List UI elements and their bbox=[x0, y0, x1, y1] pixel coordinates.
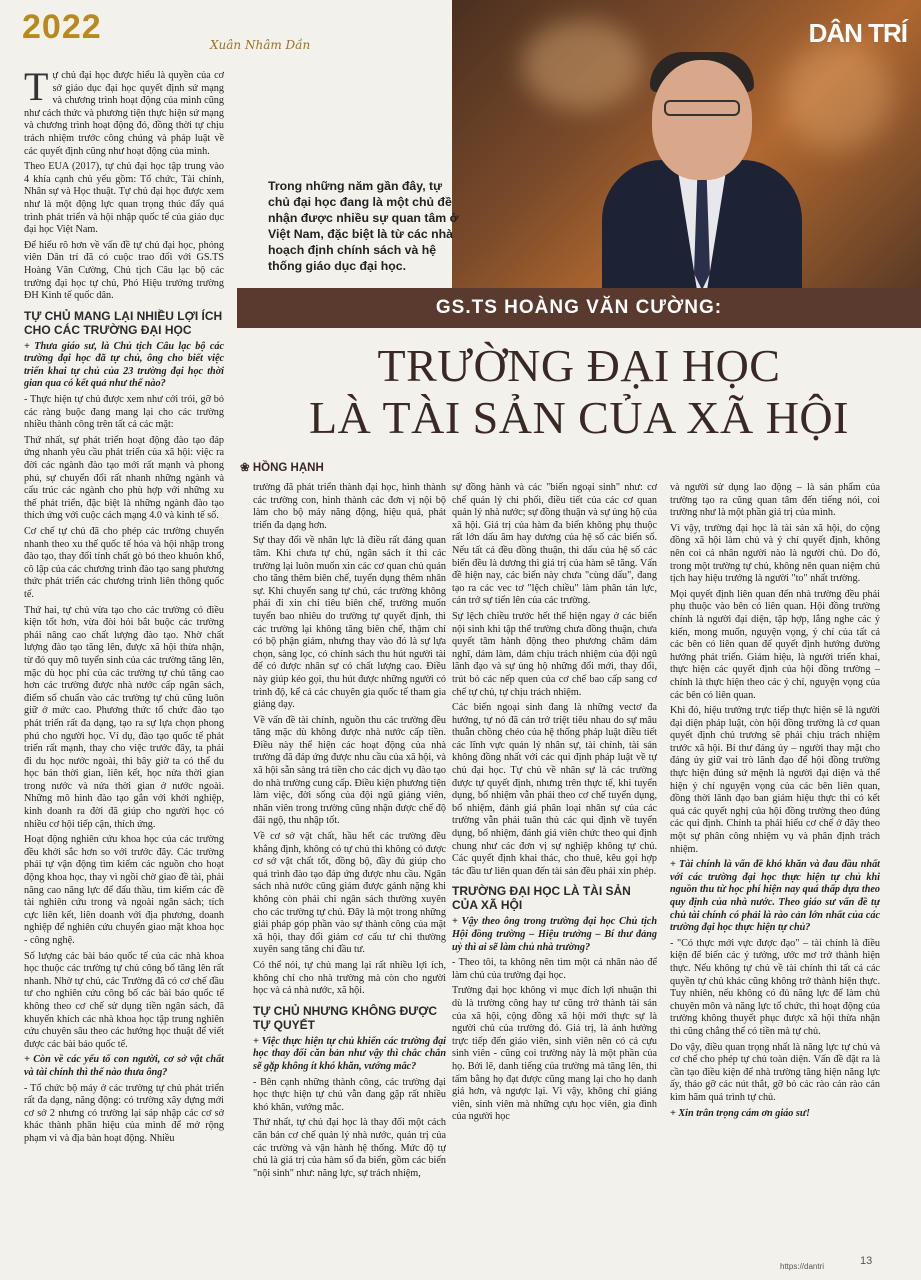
column-3 bbox=[452, 482, 657, 1255]
closing-line: + Xin trân trọng cám ơn giáo sư! bbox=[670, 1107, 810, 1119]
question: + Thưa giáo sư, là Chủ tịch Câu lạc bộ các trường đại học đã tự chủ, ông cho biết việc triển khai tự chủ của 23 trường đại học thời gian qua có kết quả như thế nào? bbox=[24, 340, 224, 390]
paragraph: Sự lệch chiều trước hết thể hiện ngay ở các biến nội sinh khi tập thể trường chưa đồng thuận, chưa quyết tâm hành động theo phương châm dám nghĩ, dám làm, dám chịu trách nhiệm của đội ngũ lãnh đạo và sự ủng hộ những đổi mới, thay đổi, trút bỏ các nếp quen của cơ chế bao cấp sang cơ chế tự chủ, tự chịu trách nhiệm. bbox=[452, 610, 657, 698]
paragraph: Có thể nói, tự chủ mang lại rất nhiều lợi ích, không chỉ cho nhà trường mà còn cho người học và cả nhà nước, xã hội. bbox=[253, 959, 446, 997]
issue-year: 2022 bbox=[22, 8, 102, 46]
paragraph: Do vậy, điều quan trọng nhất là năng lực tự chủ và cơ chế cho phép tự chủ toàn diện. Vấn đề đặt ra là cần tạo điều kiện để nhà trường tăng hiện năng lực ấy, tháo gỡ các nút thắt, gỡ bỏ các rào cản rào cản kìm hãm quá trình tự chủ. bbox=[670, 1041, 880, 1103]
issue-subtitle: Xuân Nhâm Dần bbox=[210, 38, 311, 52]
headline-line-1: TRƯỜNG ĐẠI HỌC bbox=[377, 340, 781, 391]
section-heading: TỰ CHỦ NHƯNG KHÔNG ĐƯỢC TỰ QUYẾT bbox=[253, 1003, 438, 1032]
drop-cap: T bbox=[24, 70, 49, 109]
paragraph: sự đồng hành và các "biến ngoại sinh" như: cơ chế quản lý chi phối, điều tiết của các cơ quan quản lý nhà nước; sự đồng thuận và sự ủng hộ của xã hội. Giá trị của hàm đa biến không phụ thuộc rất lớn dấu âm hay dương của hệ số các biến số. Nếu tất cả đều đồng thuận, thì dấu của hệ số các biến đều là dương thì giá trị của hàm sẽ tăng. Vấn đề hiện nay, các biến này chưa "cùng dấu", đang tạo ra các vec tơ "lệch chiều" làm phân tán lực, cản trở sự tiến lên của các trường. bbox=[452, 482, 657, 607]
section-heading: TỰ CHỦ MANG LẠI NHIỀU LỢI ÍCH CHO CÁC TRƯỜNG ĐẠI HỌC bbox=[24, 308, 223, 337]
paragraph: Theo EUA (2017), tự chủ đại học tập trung vào 4 khía cạnh chủ yếu gồm: Tổ chức, Tài chính, Nhân sự và Học thuật. Tự chủ đại học được xem như là một động lực quan trọng thúc đẩy quá trình phát triển và hội nhập quốc tế của giáo dục đại học Việt Nam. bbox=[24, 161, 224, 236]
headline-line-2: LÀ TÀI SẢN CỦA XÃ HỘI bbox=[309, 392, 849, 443]
paragraph: - Bên cạnh những thành công, các trường đại học thực hiện tự chủ vẫn đang gặp rất nhiều khó khăn, vướng mắc. bbox=[253, 1076, 446, 1113]
section-heading: TRƯỜNG ĐẠI HỌC LÀ TÀI SẢN CỦA XÃ HỘI bbox=[452, 884, 631, 913]
paragraph: - "Có thực mới vực được đạo" – tài chính là điều kiện để biến các ý tưởng, ước mơ trở thành hiện thực. Nếu không tự chủ về tài chính thì tất cả các quyền tự chủ khác cũng không trở thành hiện thực. Tuy nhiên, nếu không có đủ năng lực để làm chủ chuyên môn và năng lực tổ chức, thì hoạt động của trường không thuyết phục được xã hội thừa nhận thì cũng chẳng thể có tiền mà tự chủ. bbox=[670, 937, 880, 1037]
paragraph: Mọi quyết định liên quan đến nhà trường đều phải phụ thuộc vào bên có liên quan. Hội đồng trường chính là người đại diện, tập hợp, lắng nghe các ý kiến, mong muốn, nguyện vọng, ý chí của tất cả các bên có liên quan để quyết định hướng đường hướng phát triển. Giám hiệu, là người triển khai, thực hiện các quyết định của hội đồng trường – chính là thực hiện theo các ý chí, nguyện vọng của các bên có liên quan. bbox=[670, 588, 880, 701]
page-number: 13 bbox=[860, 1255, 873, 1267]
paragraph: Về cơ sở vật chất, hầu hết các trường đều khẳng định, không có tự chủ thì không có được cơ sở vật chất tốt, đồng bộ, đầy đủ giúp cho quá trình đào tạo đáp ứng được nhu cầu. Ngân sách nhà nước cũng giảm được gánh nặng khi không còn phải chi ngân sách thường xuyên cho các trường tự chủ. Đây là một trong những giải pháp góp phần vào sự thành công của mặt xã hội, thay đổi giảm cơ cấu tư chi thường xuyên sang tăng chi đầu tư. bbox=[253, 831, 446, 956]
byline: ❀ HỒNG HẠNH bbox=[240, 462, 324, 474]
paragraph: Số lượng các bài báo quốc tế của các nhà khoa học thuộc các trường tự chủ công bố tăng lên rất nhanh. Nhờ tự chủ, các Trường đã có cơ chế đầu tư cho nghiên cứu công bố các bài báo quốc tế không theo cơ chế sử dụng tiền ngân sách, đã khuyến khích các nhà khoa học tập trung nghiên cứu chuyên sâu theo các hướng học thuật để viết được các bài báo quốc tế. bbox=[24, 950, 224, 1050]
paragraph-text: ự chủ đại học được hiểu là quyền của cơ sở giáo dục đại học quyết định sứ mạng và chương trình hoạt động của mình cũng như cách thức và phương tiện thực hiện sứ mạng và chương trình hoạt động đó, đồng thời tự chịu trách nhiệm trước công chúng và pháp luật về các quyết định cũng như hoạt động của mình. bbox=[24, 70, 224, 157]
paragraph: - Tổ chức bộ máy ở các trường tự chủ phát triển rất đa dạng, năng động: có trường xây dựng mới cơ sở 2 nhưng có trường lại sáp nhập các cơ sở khác thành phân hiệu của mình để mở rộng phạm vi và địa bàn hoạt động. Nhiều bbox=[24, 1082, 224, 1144]
background-light bbox=[522, 20, 642, 110]
question: + Còn về các yếu tố con người, cơ sở vật chất và tài chính thì thế nào thưa ông? bbox=[24, 1054, 224, 1078]
paragraph: Thứ nhất, tự chủ đại học là thay đổi một cách căn bản cơ chế quản lý nhà nước, quản trị của các trường và vận hành hệ thống. Mức độ tự chủ là giá trị của hàm số đa biến, gồm các biến "nội sinh" như: năng lực, sự trách nhiệm, bbox=[253, 1117, 446, 1179]
paragraph: và người sử dụng lao động – là sản phẩm của trường tạo ra cũng quan tâm đến tiếng nói, coi trường như là một phần giá trị của mình. bbox=[670, 482, 880, 519]
question: + Vậy theo ông trong trường đại học Chủ tịch Hội đồng trường – Hiệu trưởng – Bí thư đảng uỷ thì ai sẽ làm chủ nhà trường? bbox=[452, 916, 657, 953]
paragraph: Sự thay đổi về nhân lực là điều rất đáng quan tâm. Khi chưa tự chủ, ngân sách ít thì các trường lại luôn muốn xin các cơ quan chủ quản cho tăng thêm biên chế, tuyển dụng thêm nhân sự. Khi chuyển sang tự chủ, các trường không phải đi xin chỉ tiêu biên chế, trường muốn tuyển bao nhiêu do trường tự quyết định, thì các trường lại không tăng biên chế, thậm chí có bộ phận giảm, nhưng thay vào đó là sự lựa chọn, sàng lọc, có chính sách thu hút người tài để có được nhân sự có chất lượng cao. Điều này giúp kéo gọi, thu hút được những người có trình độ, kể cả các chuyên gia quốc tế tham gia giảng dạy. bbox=[253, 535, 446, 711]
paragraph: Cơ chế tự chủ đã cho phép các trường chuyển nhanh theo xu thế quốc tế hóa và hội nhập trong đào tạo, thay đổi tính chất gò bó theo khuôn khổ, cô lập của các chương trình đào tạo sang phương thức phát triển các chương trình liên thông quốc tế. bbox=[24, 526, 224, 600]
lead-paragraph bbox=[24, 70, 224, 158]
column-4 bbox=[670, 482, 880, 1255]
footer-url: https://dantri bbox=[780, 1262, 825, 1271]
face-shape bbox=[652, 60, 752, 180]
paragraph: Khi đó, hiệu trưởng trực tiếp thực hiện sẽ là người đại diện pháp luật, còn hội đồng trường là cơ quan quyết định chủ trương sẽ phải chịu trách nhiệm trước xã hội. Bí thư đảng ủy – người thay mặt cho đảng ủy giữ vai trò lãnh đạo để hội đồng trường thực hiện đúng sứ mệnh là người đại diện và thể hiện ý chí nguyện vọng của các bên liên quan, đồng thời lãnh đạo ban giám hiệu thực thi có kết quả các quyết nghị của hội đồng trường theo đúng các qui định. Chính ta phải hiểu cơ chế ở đây theo một sự phân công nhiệm vụ và phân định trách nhiệm. bbox=[670, 705, 880, 855]
paragraph: Trường đại học không vì mục đích lợi nhuận thì dù là trường công hay tư cũng trở thành tài sản của xã hội, cộng đồng xã hội mới thực sự là người chủ của trường đó. Giá trị, là ảnh hưởng trực tiếp đến giáo viên, sinh viên nên có cả cựu sinh viên - cũng coi trường này là một phần của họ. Bởi lẽ, danh tiếng của trường mà tăng lên, thì tấm bằng họ đạt được cũng mang lại cho họ danh giá hơn, và ngược lại. Vì vậy, không chỉ giảng viên, sinh viên mà những cựu học viên, gia đình của người học bbox=[452, 985, 657, 1123]
column-2 bbox=[253, 482, 446, 1255]
paragraph: trường đã phát triển thành đại học, hình thành các trường con, hình thành các đơn vị nội bộ làm cho bộ máy năng động, hiệu quả, phát triển đa dạng hơn. bbox=[253, 482, 446, 531]
paragraph: Về vấn đề tài chính, nguồn thu các trường đều tăng mặc dù không được nhà nước cấp tiền. Điều này thể hiện các hoạt động của nhà trường đã đáp ứng được nhu cầu của xã hội, và xã hội sẵn sàng trả tiền cho các dịch vụ đào tạo do nhà trường cung cấp. Điều kiện phương tiện làm việc, đời sống của đội ngũ giảng viên, nhân viên trong trường cũng nhận được chế độ đãi ngộ, thu nhập tốt. bbox=[253, 714, 446, 827]
interviewee-name: GS.TS HOÀNG VĂN CƯỜNG: bbox=[435, 297, 723, 318]
paragraph: Hoạt động nghiên cứu khoa học của các trường đều khởi sắc hơn so với trước đây. Các trường phải tự vận động tìm kiếm các nguồn cho hoạt động khoa học, thay vì ngồi chờ giao đề tài, phải năng cao năng lực để đấu thầu, tìm kiếm các đề tài nghiên cứu trong và ngoài ngân sách; tích cực liên kết, liên doanh với địa phương, doanh nghiệp để nghiên cứu chuyển giao mặt khoa học - công nghệ. bbox=[24, 834, 224, 946]
question: + Tài chính là vấn đề khó khăn và đau đầu nhất với các trường đại học thực hiện tự chủ khi nguồn thu từ học phí hiện nay quá thấp dựa theo quy định của nhà nước. Theo giáo sư vấn đề tự chủ tài chính có phải là rào cản lớn nhất của các trường đại học thực hiện tự chủ? bbox=[670, 859, 880, 934]
background-light bbox=[782, 40, 892, 150]
paragraph: Vì vậy, trường đại học là tài sản xã hội, do cộng đồng xã hội làm chủ và ý chí quyết định, không nên coi cá nhân người nào là người chủ. Do đó, trong một trường tự chủ, không nên quan niệm chủ tịch hay hiệu trưởng là người "to" nhất trường. bbox=[670, 522, 880, 585]
paragraph: Để hiểu rõ hơn về vấn đề tự chủ đại học, phóng viên Dân trí đã có cuộc trao đổi với GS.TS Hoàng Văn Cường, Chủ tịch Câu lạc bộ các trường đại học tự chủ, Phó Hiệu trưởng trường ĐH Kinh tế quốc dân. bbox=[24, 239, 224, 302]
headline bbox=[237, 340, 921, 444]
publication-logo: DÂN TRÍ bbox=[808, 18, 907, 48]
glasses-icon bbox=[664, 100, 740, 116]
paragraph: Thứ hai, tự chủ vừa tạo cho các trường có điều kiện tốt hơn, vừa đòi hỏi bắt buộc các trường phải nâng cao chất lượng đào tạo. Nhờ chất lượng đào tạo tăng lên, được xã hội thừa nhận, từ đó quy mô tuyển sinh của các trường tăng lên, mặc dù học phí của các trường tự chủ tăng cao hơn các trường được nhà nước cấp ngân sách, điểm số chuẩn vào các trường tự chủ cũng luôn giữ ở mức cao. Phương thức tổ chức đào tạo phát triển rất đa dạng, tạo ra sự lựa chọn phong phú cho người học. Ví dụ, đào tạo quốc tế phát triển rất mạnh, thay cho việc trước đây, ta phải đi du học nước ngoài, thì bây giờ ta có thể du học bán thời gian, liên kết, học nửa thời gian trong nước và nửa thời gian ở nước ngoài. Những mô hình đào tạo gắn với khởi nghiệp, kinh doanh ra đời đã giúp cho người học có nhiều cơ hội tiếp cận, thích ứng. bbox=[24, 604, 224, 830]
paragraph: - Theo tôi, ta không nên tìm một cá nhân nào để làm chủ của trường đại học. bbox=[452, 957, 657, 981]
paragraph: - Thực hiện tự chủ được xem như cởi trói, gỡ bỏ các ràng buộc đang mang lại cho các trường nhiều thành công trên tất cả các mặt: bbox=[24, 394, 224, 431]
paragraph: Thứ nhất, sự phát triển hoạt động đào tạo đáp ứng nhanh yêu cầu phát triển của xã hội: việc ra đời các ngành đào tạo mới rất mạnh và phong phú, sự chuyển đổi rất nhanh những ngành và cấu trúc các ngành cho phù hợp với những xu thế phát triển, đặc biệt là những ngành đào tạo thích ứng với cuộc cách mạng 4.0 và kinh tế số. bbox=[24, 434, 224, 522]
interviewee-band bbox=[237, 288, 921, 328]
intro-quote: Trong những năm gần đây, tự chủ đại học đang là một chủ đề nhận được nhiều sự quan tâm ở Việt Nam, đặc biệt là từ các nhà hoạch định chính sách và hệ thống giáo dục đại học. bbox=[268, 179, 459, 273]
column-1 bbox=[24, 70, 224, 1255]
paragraph: Các biến ngoại sinh đang là những vectơ đa hướng, tự nó đã cản trở triệt tiêu nhau do sự mâu thuẫn chồng chéo của hệ thống pháp luật điều tiết các lĩnh vực quản lý nhân sự, tài chính, tài sản không đồng nhất với các qui định pháp luật về tự chủ đại học. Tự chủ về nhân sự là các trường được tự quyết định, nhưng trên thực tế, khi tuyển dụng, bổ nhiệm vẫn phải theo cơ chế tuyển dụng, bổ nhiệm, đánh giá phân loại nhân sự của các trường vẫn phải tuân thủ các qui định về tuyển dụng, bổ nhiệm, đánh giá viên chức theo qui định chung như các đơn vị sự nghiệp không tự chủ. Các quyết định khai thác, cho thuê, kêu gọi hợp tác đầu tư liên quan đến tài sản đều phải xin phép. bbox=[452, 702, 657, 877]
question: + Việc thực hiện tự chủ khiến các trường đại học thay đổi căn bản như vậy thì chắc chắn sẽ gặp không ít khó khăn, vướng mắc? bbox=[253, 1035, 446, 1072]
portrait-photo bbox=[452, 0, 921, 290]
